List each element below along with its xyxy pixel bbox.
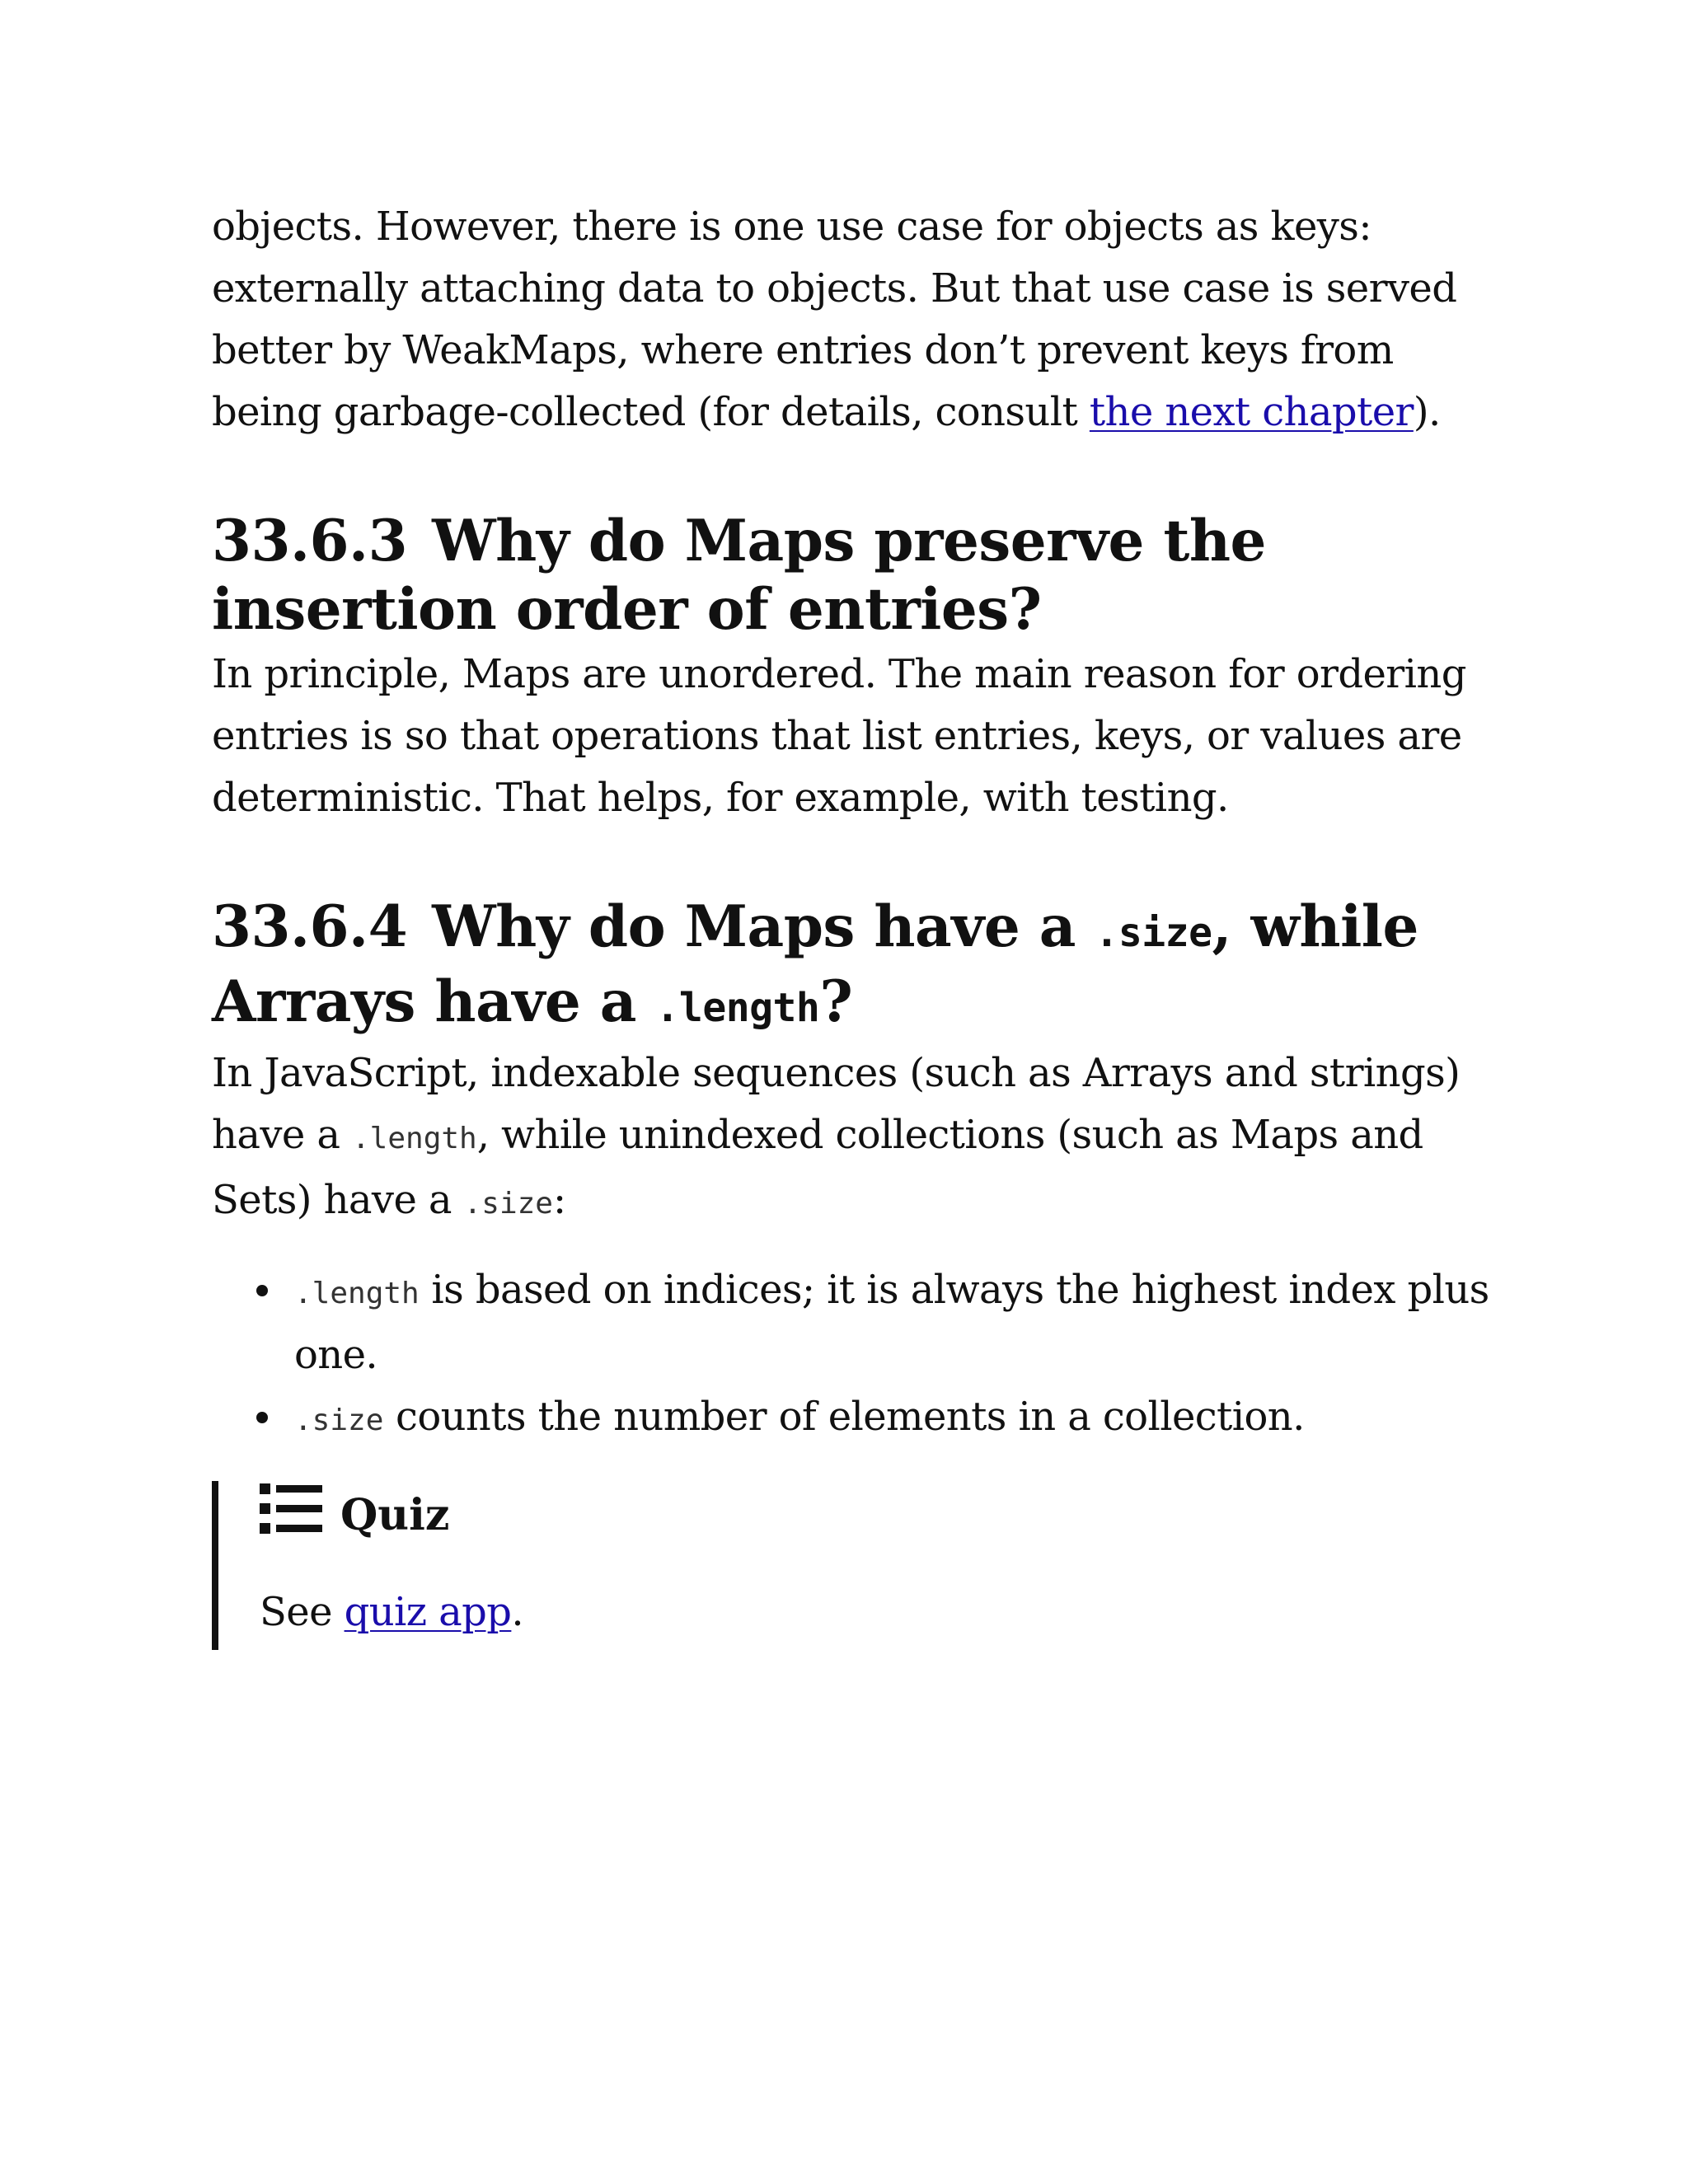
list-item-text: counts the number of elements in a collection. xyxy=(383,1394,1305,1440)
callout-title: Quiz xyxy=(340,1490,450,1540)
title-part: ? xyxy=(819,968,853,1035)
para-text: , while unindexed collections (such as Maps and Sets) have a xyxy=(212,1112,1423,1223)
inline-code: .length xyxy=(294,1277,420,1310)
quiz-app-link[interactable]: quiz app xyxy=(344,1589,512,1635)
quiz-callout xyxy=(212,1481,1498,1650)
callout-text: See xyxy=(260,1589,345,1635)
para-text: : xyxy=(552,1177,566,1223)
intro-paragraph xyxy=(212,196,1498,443)
intro-text-end: ). xyxy=(1413,389,1441,435)
para-text: In JavaScript, indexable sequences (such as Arrays and strings) have a xyxy=(212,1050,1461,1158)
title-part: Why do Maps have a xyxy=(432,893,1095,960)
document-page xyxy=(212,196,1498,1650)
list-icon xyxy=(260,1483,322,1535)
title-code-size: .size xyxy=(1095,910,1212,956)
title-part: , while Arrays have a xyxy=(212,893,1418,1035)
next-chapter-link[interactable]: the next chapter xyxy=(1089,389,1414,435)
bullet-icon xyxy=(256,1285,268,1296)
section-number: 33.6.4 xyxy=(212,893,408,960)
callout-header xyxy=(260,1481,1498,1544)
inline-code-size: .size xyxy=(463,1187,553,1221)
section-33-6-4-paragraph xyxy=(212,1043,1498,1235)
section-title: Why do Maps preserve the insertion order of entries? xyxy=(212,508,1266,643)
list-item xyxy=(294,1386,1498,1451)
bullet-list xyxy=(212,1259,1498,1451)
intro-text: objects. However, there is one use case for objects as keys: externally attaching data to objects. But that use case is served better by WeakMaps, where entries don’t prevent keys from being garbage-collected (for details, consult xyxy=(212,204,1457,435)
list-item xyxy=(294,1259,1498,1386)
inline-code: .size xyxy=(294,1404,384,1437)
section-number: 33.6.3 xyxy=(212,508,408,574)
section-33-6-3-paragraph: In principle, Maps are unordered. The main reason for ordering entries is so that operations that list entries, keys, or values are deterministic. That helps, for example, with testing. xyxy=(212,651,1466,821)
inline-code-length: .length xyxy=(352,1122,477,1155)
list-item-text: is based on indices; it is always the highest index plus one. xyxy=(294,1267,1489,1378)
section-heading-33-6-4 xyxy=(212,893,1498,1043)
title-code-length: .length xyxy=(655,985,820,1031)
callout-body xyxy=(260,1582,1498,1643)
section-heading-33-6-3 xyxy=(212,507,1498,644)
bullet-icon xyxy=(256,1412,268,1423)
callout-text-end: . xyxy=(511,1589,524,1635)
